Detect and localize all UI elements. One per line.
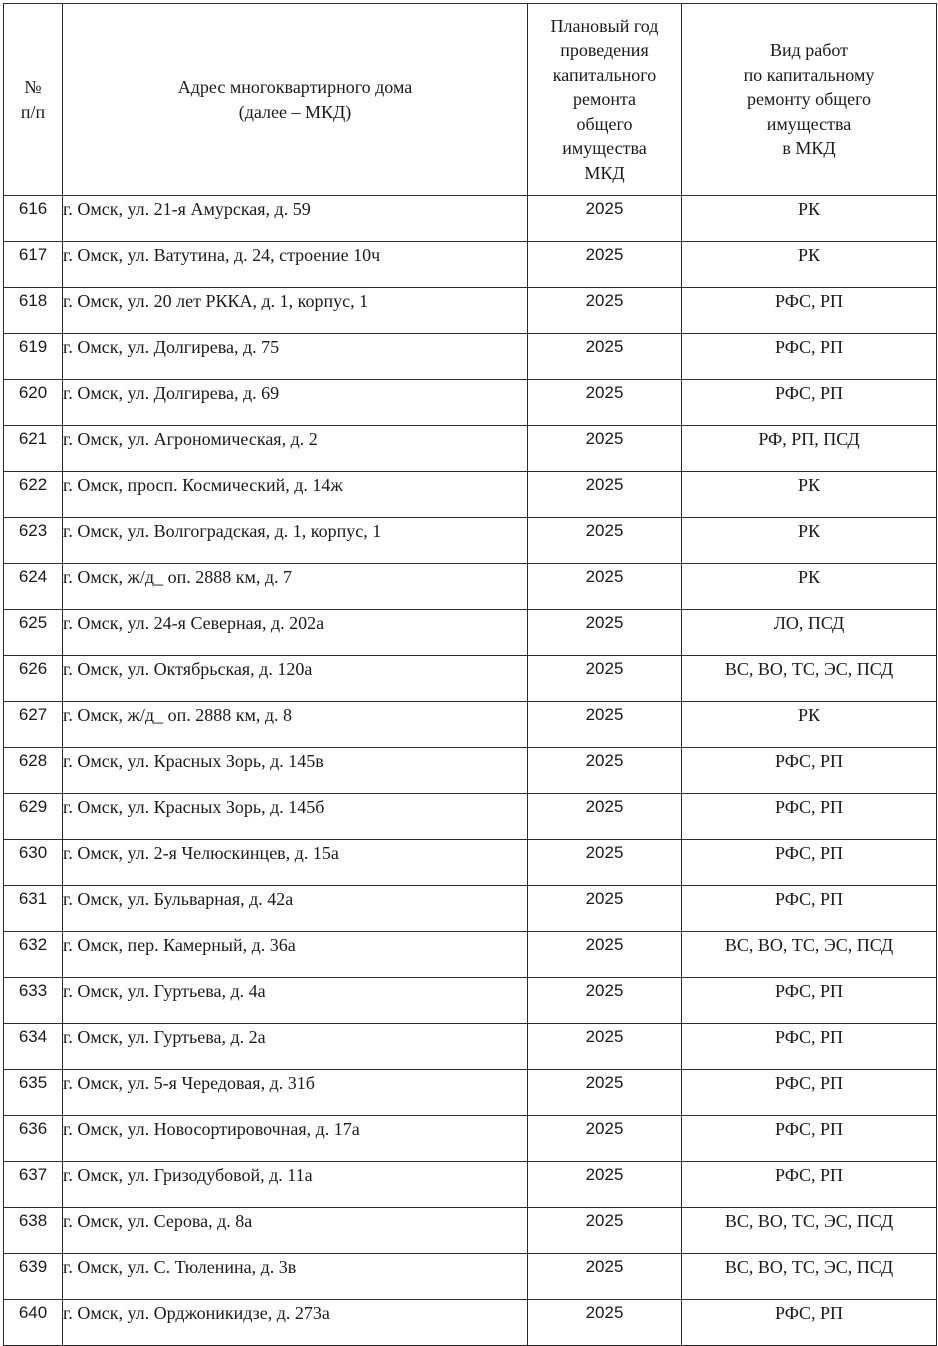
table-row	[4, 426, 937, 472]
planned-year-cell: 2025	[528, 610, 682, 656]
address-cell: г. Омск, ул. Волгоградская, д. 1, корпус, 1	[63, 518, 528, 564]
work-type-cell: ЛО, ПСД	[682, 610, 937, 656]
address-cell: г. Омск, ул. 20 лет РККА, д. 1, корпус, 1	[63, 288, 528, 334]
planned-year-cell: 2025	[528, 1300, 682, 1346]
header-work-type-label: Вид работ по капитальному ремонту общего имущества в МКД	[743, 40, 875, 159]
planned-year-cell: 2025	[528, 932, 682, 978]
work-type-cell: РК	[682, 518, 937, 564]
address-cell: г. Омск, ул. Гуртьева, д. 2а	[63, 1024, 528, 1070]
planned-year-cell: 2025	[528, 288, 682, 334]
row-number-cell: 629	[4, 794, 63, 840]
header-number	[4, 4, 63, 196]
work-type-cell: РФС, РП	[682, 794, 937, 840]
address-cell: г. Омск, ул. Агрономическая, д. 2	[63, 426, 528, 472]
row-number-cell: 637	[4, 1162, 63, 1208]
work-type-cell: РК	[682, 564, 937, 610]
planned-year-cell: 2025	[528, 380, 682, 426]
address-cell: г. Омск, просп. Космический, д. 14ж	[63, 472, 528, 518]
table-row	[4, 702, 937, 748]
work-type-cell: ВС, ВО, ТС, ЭС, ПСД	[682, 1254, 937, 1300]
table-row	[4, 1208, 937, 1254]
work-type-cell: РФС, РП	[682, 334, 937, 380]
row-number-cell: 628	[4, 748, 63, 794]
work-type-cell: ВС, ВО, ТС, ЭС, ПСД	[682, 932, 937, 978]
address-cell: г. Омск, пер. Камерный, д. 36а	[63, 932, 528, 978]
planned-year-cell: 2025	[528, 886, 682, 932]
address-cell: г. Омск, ул. Красных Зорь, д. 145в	[63, 748, 528, 794]
table-body	[4, 196, 937, 1346]
address-cell: г. Омск, ул. Ватутина, д. 24, строение 10ч	[63, 242, 528, 288]
table-row	[4, 610, 937, 656]
work-type-cell: РФС, РП	[682, 1116, 937, 1162]
table-row	[4, 932, 937, 978]
table-row	[4, 978, 937, 1024]
table-row	[4, 1070, 937, 1116]
header-address-label: Адрес многоквартирного дома (далее – МКД)	[177, 77, 413, 122]
planned-year-cell: 2025	[528, 656, 682, 702]
address-cell: г. Омск, ул. С. Тюленина, д. 3в	[63, 1254, 528, 1300]
work-type-cell: ВС, ВО, ТС, ЭС, ПСД	[682, 656, 937, 702]
row-number-cell: 626	[4, 656, 63, 702]
table-row	[4, 288, 937, 334]
planned-year-cell: 2025	[528, 1162, 682, 1208]
table-row	[4, 196, 937, 242]
row-number-cell: 619	[4, 334, 63, 380]
planned-year-cell: 2025	[528, 242, 682, 288]
header-row	[4, 4, 937, 196]
address-cell: г. Омск, ул. Гризодубовой, д. 11а	[63, 1162, 528, 1208]
capital-repair-table	[3, 3, 937, 1346]
work-type-cell: РК	[682, 472, 937, 518]
planned-year-cell: 2025	[528, 794, 682, 840]
work-type-cell: РФС, РП	[682, 1070, 937, 1116]
row-number-cell: 633	[4, 978, 63, 1024]
address-cell: г. Омск, ул. Серова, д. 8а	[63, 1208, 528, 1254]
row-number-cell: 635	[4, 1070, 63, 1116]
address-cell: г. Омск, ул. Орджоникидзе, д. 273а	[63, 1300, 528, 1346]
header-year	[528, 4, 682, 196]
planned-year-cell: 2025	[528, 1254, 682, 1300]
address-cell: г. Омск, ул. 5-я Чередовая, д. 31б	[63, 1070, 528, 1116]
work-type-cell: РФС, РП	[682, 1162, 937, 1208]
address-cell: г. Омск, ул. 2-я Челюскинцев, д. 15а	[63, 840, 528, 886]
header-number-label: № п/п	[20, 77, 46, 122]
table-row	[4, 748, 937, 794]
table-row	[4, 472, 937, 518]
planned-year-cell: 2025	[528, 840, 682, 886]
row-number-cell: 621	[4, 426, 63, 472]
address-cell: г. Омск, ул. Бульварная, д. 42а	[63, 886, 528, 932]
work-type-cell: ВС, ВО, ТС, ЭС, ПСД	[682, 1208, 937, 1254]
table-row	[4, 840, 937, 886]
work-type-cell: РФС, РП	[682, 288, 937, 334]
row-number-cell: 631	[4, 886, 63, 932]
table-row	[4, 334, 937, 380]
work-type-cell: РК	[682, 196, 937, 242]
row-number-cell: 636	[4, 1116, 63, 1162]
table-row	[4, 794, 937, 840]
table-row	[4, 886, 937, 932]
row-number-cell: 627	[4, 702, 63, 748]
work-type-cell: РФ, РП, ПСД	[682, 426, 937, 472]
planned-year-cell: 2025	[528, 334, 682, 380]
planned-year-cell: 2025	[528, 518, 682, 564]
table-row	[4, 1162, 937, 1208]
planned-year-cell: 2025	[528, 1024, 682, 1070]
table-row	[4, 380, 937, 426]
row-number-cell: 640	[4, 1300, 63, 1346]
row-number-cell: 623	[4, 518, 63, 564]
header-year-label: Плановый год проведения капитального ремонта общего имущества МКД	[550, 15, 659, 183]
address-cell: г. Омск, ул. Долгирева, д. 69	[63, 380, 528, 426]
address-cell: г. Омск, ул. Гуртьева, д. 4а	[63, 978, 528, 1024]
header-address	[63, 4, 528, 196]
address-cell: г. Омск, ул. Красных Зорь, д. 145б	[63, 794, 528, 840]
table-row	[4, 1116, 937, 1162]
address-cell: г. Омск, ул. Долгирева, д. 75	[63, 334, 528, 380]
table-row	[4, 242, 937, 288]
planned-year-cell: 2025	[528, 1208, 682, 1254]
work-type-cell: РФС, РП	[682, 748, 937, 794]
address-cell: г. Омск, ул. 21-я Амурская, д. 59	[63, 196, 528, 242]
row-number-cell: 639	[4, 1254, 63, 1300]
table-row	[4, 1024, 937, 1070]
planned-year-cell: 2025	[528, 196, 682, 242]
row-number-cell: 624	[4, 564, 63, 610]
planned-year-cell: 2025	[528, 426, 682, 472]
planned-year-cell: 2025	[528, 472, 682, 518]
row-number-cell: 625	[4, 610, 63, 656]
table-row	[4, 1254, 937, 1300]
planned-year-cell: 2025	[528, 1116, 682, 1162]
planned-year-cell: 2025	[528, 1070, 682, 1116]
work-type-cell: РК	[682, 702, 937, 748]
row-number-cell: 638	[4, 1208, 63, 1254]
row-number-cell: 617	[4, 242, 63, 288]
planned-year-cell: 2025	[528, 748, 682, 794]
table-header	[4, 4, 937, 196]
row-number-cell: 630	[4, 840, 63, 886]
address-cell: г. Омск, ул. 24-я Северная, д. 202а	[63, 610, 528, 656]
table-row	[4, 518, 937, 564]
table-row	[4, 564, 937, 610]
row-number-cell: 632	[4, 932, 63, 978]
planned-year-cell: 2025	[528, 564, 682, 610]
work-type-cell: РФС, РП	[682, 1024, 937, 1070]
row-number-cell: 634	[4, 1024, 63, 1070]
address-cell: г. Омск, ул. Новосортировочная, д. 17а	[63, 1116, 528, 1162]
header-work-type	[682, 4, 937, 196]
row-number-cell: 616	[4, 196, 63, 242]
work-type-cell: РФС, РП	[682, 886, 937, 932]
work-type-cell: РФС, РП	[682, 978, 937, 1024]
planned-year-cell: 2025	[528, 978, 682, 1024]
table-row	[4, 1300, 937, 1346]
row-number-cell: 622	[4, 472, 63, 518]
address-cell: г. Омск, ж/д_ оп. 2888 км, д. 8	[63, 702, 528, 748]
work-type-cell: РК	[682, 242, 937, 288]
work-type-cell: РФС, РП	[682, 840, 937, 886]
work-type-cell: РФС, РП	[682, 380, 937, 426]
address-cell: г. Омск, ж/д_ оп. 2888 км, д. 7	[63, 564, 528, 610]
planned-year-cell: 2025	[528, 702, 682, 748]
row-number-cell: 618	[4, 288, 63, 334]
row-number-cell: 620	[4, 380, 63, 426]
address-cell: г. Омск, ул. Октябрьская, д. 120а	[63, 656, 528, 702]
table-row	[4, 656, 937, 702]
work-type-cell: РФС, РП	[682, 1300, 937, 1346]
